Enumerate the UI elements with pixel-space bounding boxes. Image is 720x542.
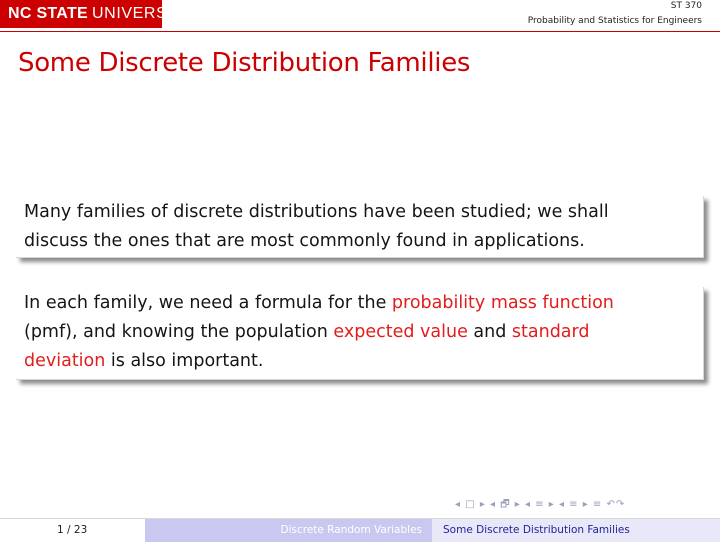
pmf-line-3 [24, 347, 695, 376]
pmf-line-2 [24, 318, 695, 347]
header-divider [0, 31, 720, 32]
pmf-text-2: (pmf), and knowing the population [24, 322, 334, 342]
footer-subsection-title: Some Discrete Distribution Families [432, 519, 720, 542]
pmf-text-1: In each family, we need a formula for the [24, 293, 392, 313]
pmf-text-3: and [467, 322, 512, 342]
page-number: 1 / 23 [57, 524, 88, 536]
logo-light-text: UNIVERSITY [92, 5, 195, 22]
pmf-text-4: is also important. [105, 351, 264, 371]
slide-header [0, 0, 720, 32]
intro-line-2: discuss the ones that are most commonly found in applications. [24, 231, 585, 251]
pmf-line-1 [24, 289, 695, 318]
text-block-intro [16, 196, 704, 258]
term-deviation: deviation [24, 351, 106, 371]
university-logo [0, 0, 195, 28]
term-pmf: probability mass function [391, 293, 614, 313]
term-expected-value: expected value [333, 322, 468, 342]
beamer-navigation[interactable]: ◂ □ ▸ ◂ 🗗 ▸ ◂ ≡ ▸ ◂ ≡ ▸ ≡ ↶↷ [455, 499, 626, 510]
slide-footer [0, 518, 720, 542]
logo-bold-text: NC STATE [8, 5, 89, 22]
footer-section-title: Discrete Random Variables [145, 519, 432, 542]
term-standard: standard [511, 322, 590, 342]
course-title: Probability and Statistics for Engineers [527, 16, 702, 26]
course-code: ST 370 [670, 1, 702, 11]
intro-line-1: Many families of discrete distributions have been studied; we shall [24, 202, 609, 222]
text-block-pmf [16, 287, 704, 380]
slide-title: Some Discrete Distribution Families [18, 48, 471, 78]
